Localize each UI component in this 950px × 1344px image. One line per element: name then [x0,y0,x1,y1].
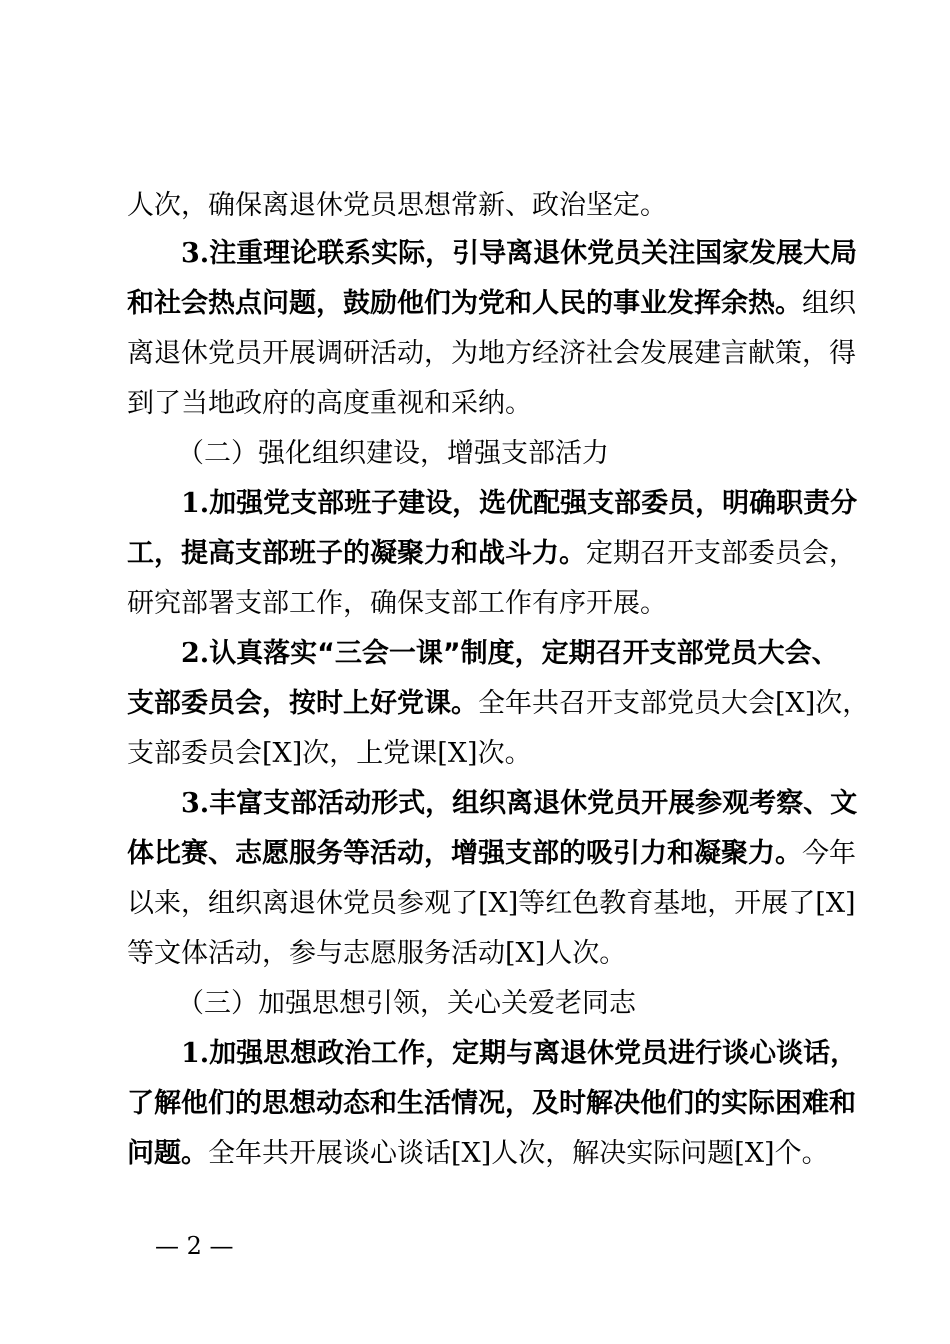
paragraph-line [181,1029,858,1079]
placeholder-count: [X] [734,1138,775,1169]
bold-heading-text: 工，提高支部班子的凝聚力和战斗力。 [127,538,586,569]
placeholder-count: [X] [775,688,816,719]
paragraph-line [127,579,832,629]
item-number: 3. [181,788,210,819]
body-text: 人次。 [545,938,627,969]
body-text: 离退休党员开展调研活动，为地方经济社会发展建言献策，得 [127,338,856,369]
body-text: 人次，确保离退休党员思想常新、政治坚定。 [127,190,667,221]
paragraph-line [127,829,856,879]
paragraph-line [127,679,870,729]
bold-heading-text: 丰富支部活动形式，组织离退休党员开展参观考察、文 [209,788,858,819]
section-heading-text: （三）加强思想引领，关心关爱老同志 [177,988,636,1019]
placeholder-count: [X] [437,738,478,769]
body-text: 定期召开支部委员会， [586,538,856,569]
body-text: 到了当地政府的高度重视和采纳。 [127,388,532,419]
body-text: 今年 [802,838,856,869]
section-heading-text: （二）强化组织建设，增强支部活力 [177,438,609,469]
bold-heading-text: 了解他们的思想动态和生活情况，及时解决他们的实际困难和 [127,1088,856,1119]
placeholder-count: [X] [451,1138,492,1169]
body-text: 次。 [477,738,532,769]
bold-heading-text: 加强党支部班子建设，选优配强支部委员，明确职责分 [209,488,858,519]
body-text: 个。 [774,1138,829,1169]
paragraph-line [127,729,832,779]
paragraph-line [181,629,839,679]
bold-heading-text: 加强思想政治工作，定期与离退休党员进行谈心谈话， [209,1038,858,1069]
body-text: 研究部署支部工作，确保支部工作有序开展。 [127,588,667,619]
item-number: 3. [181,238,210,269]
paragraph-line [181,779,858,829]
body-text: 次， [815,688,870,719]
section-heading [177,979,882,1029]
body-text: 等文体活动，参与志愿服务活动 [127,938,505,969]
bold-heading-text: 和社会热点问题，鼓励他们为党和人民的事业发挥余热。 [127,288,802,319]
body-text: 支部委员会 [127,738,262,769]
body-text: 组织 [802,288,856,319]
section-heading [177,429,882,479]
body-text: 等红色教育基地，开展了 [518,888,816,919]
paragraph-line [127,279,856,329]
bold-heading-text: 支部委员会，按时上好党课。 [127,688,478,719]
paragraph-line [127,181,832,231]
body-text: 次，上党课 [302,738,438,769]
body-text: 全年共召开支部党员大会 [478,688,775,719]
bold-heading-text: 问题。 [127,1138,208,1169]
paragraph-line [127,379,832,429]
item-number: 2. [181,638,210,669]
paragraph-line [181,479,858,529]
body-text: 以来，组织离退休党员参观了 [127,888,478,919]
body-text: 人次，解决实际问题 [491,1138,735,1169]
bold-heading-text: 认真落实“三会一课”制度，定期召开支部党员大会、 [209,638,839,669]
paragraph-line [127,529,856,579]
paragraph-line [127,1129,832,1179]
paragraph-line [127,879,856,929]
placeholder-count: [X] [505,938,546,969]
placeholder-count: [X] [815,888,856,919]
item-number: 1. [181,488,210,519]
bold-heading-text: 注重理论联系实际，引导离退休党员关注国家发展大局 [209,238,858,269]
placeholder-count: [X] [262,738,303,769]
placeholder-count: [X] [478,888,519,919]
paragraph-line [127,329,856,379]
paragraph-line [127,929,832,979]
paragraph-line [127,1079,856,1129]
bold-heading-text: 体比赛、志愿服务等活动，增强支部的吸引力和凝聚力。 [127,838,802,869]
item-number: 1. [181,1038,210,1069]
body-text: 全年共开展谈心谈话 [208,1138,451,1169]
page-number: — 2 — [155,1232,234,1260]
paragraph-line [181,229,858,279]
